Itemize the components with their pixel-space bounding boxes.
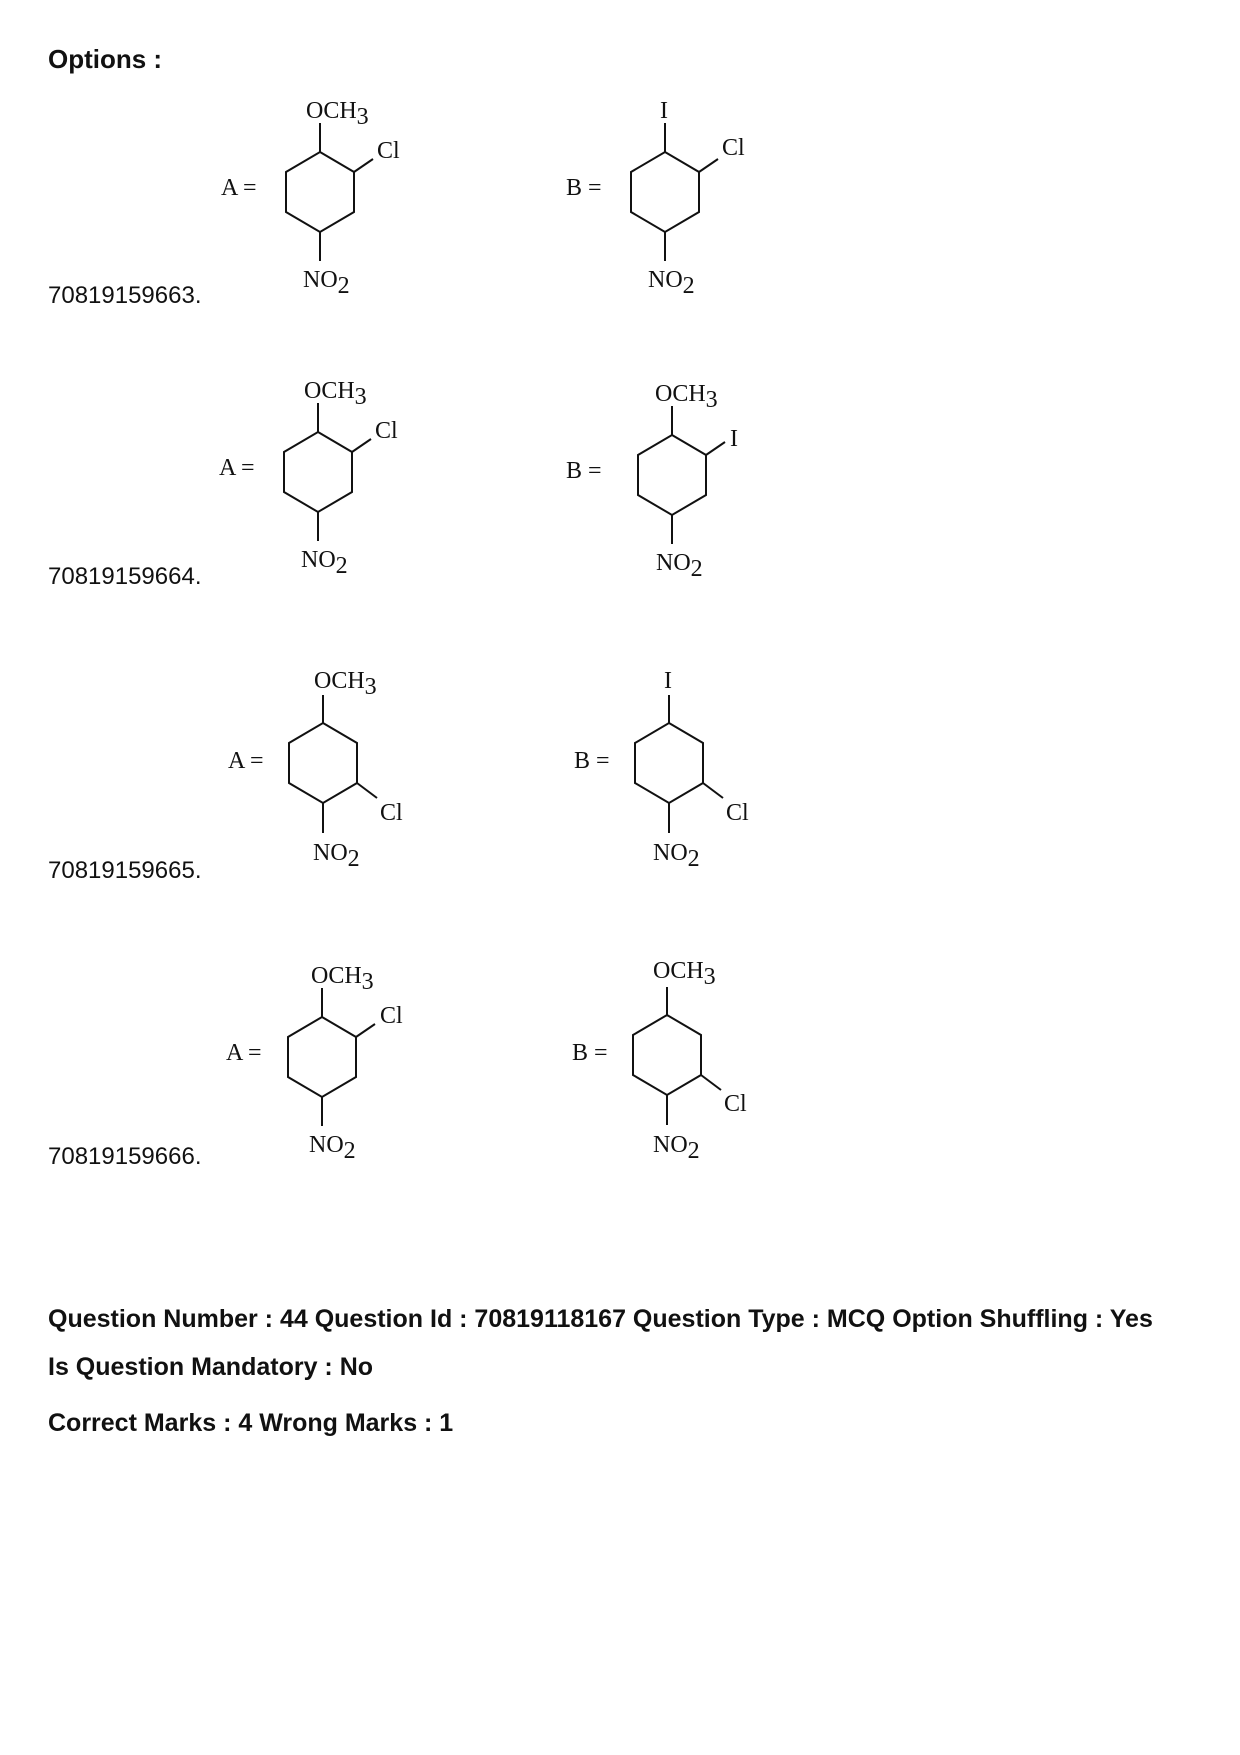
group-och3: OCH3 xyxy=(653,958,716,990)
benzene-ring xyxy=(638,435,706,515)
group-no2: NO2 xyxy=(301,547,348,579)
label-b: B = xyxy=(566,175,602,201)
question-mandatory: Is Question Mandatory : No xyxy=(48,1353,374,1381)
options-heading: Options : xyxy=(48,44,163,74)
structure-4b xyxy=(566,955,766,1170)
label-a: A = xyxy=(219,455,255,481)
group-cl: Cl xyxy=(377,138,400,164)
question-marks: Correct Marks : 4 Wrong Marks : 1 xyxy=(48,1409,454,1437)
benzene-ring xyxy=(631,152,699,232)
benzene-ring xyxy=(284,432,352,512)
structure-1a xyxy=(215,95,415,305)
group-no2: NO2 xyxy=(303,267,350,299)
group-i: I xyxy=(660,98,668,124)
structure-2a xyxy=(213,375,413,585)
label-b: B = xyxy=(566,458,602,484)
group-cl: Cl xyxy=(380,800,403,826)
group-och3: OCH3 xyxy=(655,381,718,413)
benzene-ring xyxy=(289,723,357,803)
benzene-ring xyxy=(633,1015,701,1095)
benzene-ring xyxy=(288,1017,356,1097)
group-i: I xyxy=(664,668,672,694)
group-och3: OCH3 xyxy=(311,963,374,995)
group-cl: Cl xyxy=(726,800,749,826)
group-cl: Cl xyxy=(722,135,745,161)
option-id-4[interactable]: 70819159666. xyxy=(48,1143,202,1170)
group-cl: Cl xyxy=(724,1091,747,1117)
group-no2: NO2 xyxy=(653,840,700,872)
structure-2b xyxy=(560,378,760,588)
group-och3: OCH3 xyxy=(304,378,367,410)
structure-4a xyxy=(220,960,420,1170)
group-no2: NO2 xyxy=(313,840,360,872)
structure-3b xyxy=(568,665,768,880)
structure-1b xyxy=(560,95,760,305)
group-no2: NO2 xyxy=(648,267,695,299)
group-cl: Cl xyxy=(375,418,398,444)
group-cl: Cl xyxy=(380,1003,403,1029)
label-a: A = xyxy=(228,748,264,774)
group-och3: OCH3 xyxy=(306,98,369,130)
option-id-1[interactable]: 70819159663. xyxy=(48,282,202,309)
option-id-3[interactable]: 70819159665. xyxy=(48,857,202,884)
label-a: A = xyxy=(226,1040,262,1066)
option-id-2[interactable]: 70819159664. xyxy=(48,563,202,590)
group-no2: NO2 xyxy=(656,550,703,582)
benzene-ring xyxy=(635,723,703,803)
group-och3: OCH3 xyxy=(314,668,377,700)
label-b: B = xyxy=(574,748,610,774)
benzene-ring xyxy=(286,152,354,232)
group-i: I xyxy=(730,426,738,452)
question-meta-line1: Question Number : 44 Question Id : 70819118167 Question Type : MCQ Option Shuffling : Yes xyxy=(48,1305,1153,1333)
group-no2: NO2 xyxy=(309,1132,356,1164)
label-b: B = xyxy=(572,1040,608,1066)
structure-3a xyxy=(222,665,422,880)
group-no2: NO2 xyxy=(653,1132,700,1164)
label-a: A = xyxy=(221,175,257,201)
